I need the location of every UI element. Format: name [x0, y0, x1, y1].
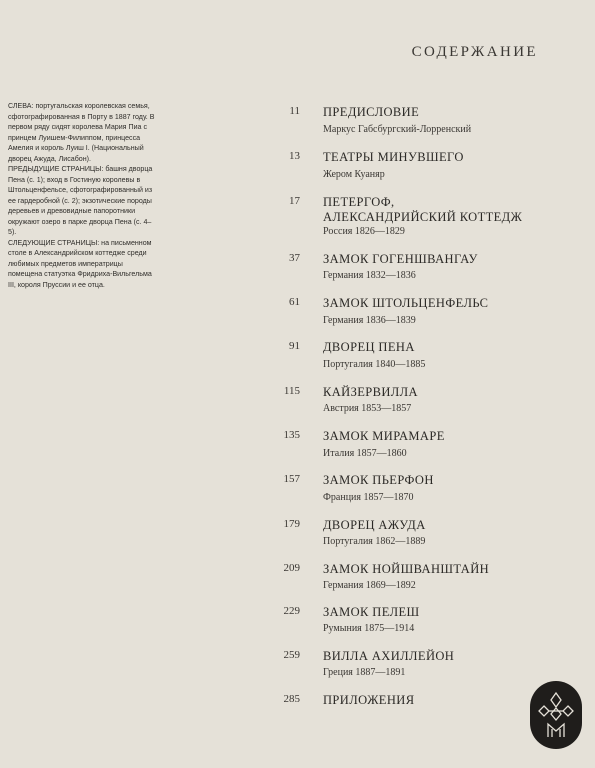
toc-title: ЗАМОК ПЕЛЕШ [323, 605, 420, 619]
toc-title: КАЙЗЕРВИЛЛА [323, 385, 418, 399]
toc-page-number: 179 [283, 518, 300, 530]
toc-subtitle: Германия 1869—1892 [323, 580, 416, 591]
toc-subtitle: Румыния 1875—1914 [323, 623, 415, 634]
toc-title: ПРИЛОЖЕНИЯ [323, 693, 415, 707]
toc-page-number: 285 [283, 693, 300, 705]
toc-subtitle: Франция 1857—1870 [323, 492, 414, 503]
page-title: СОДЕРЖАНИЕ [411, 44, 538, 60]
toc-title: ЗАМОК ГОГЕНШВАНГАУ [323, 252, 478, 266]
toc-page-number: 229 [283, 605, 300, 617]
toc-title: ЗАМОК ПЬЕРФОН [323, 473, 434, 487]
toc-subtitle: Португалия 1840—1885 [323, 359, 426, 370]
toc-title: ДВОРЕЦ ПЕНА [323, 340, 415, 354]
toc-page-number: 115 [283, 385, 300, 397]
toc-page-number: 17 [289, 195, 300, 207]
toc-page-number: 37 [289, 252, 300, 264]
ornament-monogram-icon [530, 681, 582, 749]
toc-title: ЗАМОК НОЙШВАНШТАЙН [323, 562, 490, 576]
toc-title: ДВОРЕЦ АЖУДА [323, 518, 426, 532]
toc-page-number: 135 [283, 429, 300, 441]
toc-page-number: 91 [289, 340, 300, 352]
toc-title: ЗАМОК ШТОЛЬЦЕНФЕЛЬС [323, 296, 489, 310]
toc-subtitle: Германия 1832—1836 [323, 270, 416, 281]
toc-subtitle: Португалия 1862—1889 [323, 536, 426, 547]
toc-subtitle: Греция 1887—1891 [323, 667, 406, 678]
toc-page-number: 61 [289, 296, 300, 308]
toc-subtitle: Жером Куаняр [323, 169, 385, 180]
toc-title: ВИЛЛА АХИЛЛЕЙОН [323, 649, 455, 663]
caption-paragraph: ПРЕДЫДУЩИЕ СТРАНИЦЫ: башня дворца Пена (с. 1); вход в Гостиную королевы в Штольценфельсе, сфотографированный из ее гардеробной (с. 2); экзотические породы деревьев и древовидные папоротники окружают озеро в парке дворца Пена (с. 4–5). [8, 165, 153, 236]
caption-paragraph: СЛЕДУЮЩИЕ СТРАНИЦЫ: на письменном столе в Александрийском коттедже среди любимых предметов императрицы помещена статуэтка Фридриха-Вильгельма III, короля Пруссии и ее отца. [8, 238, 152, 289]
toc-title: ТЕАТРЫ МИНУВШЕГО [323, 150, 464, 164]
toc-page-number: 13 [289, 150, 300, 162]
toc-page-number: 157 [283, 473, 300, 485]
toc-page-number: 259 [283, 649, 300, 661]
toc-subtitle: Италия 1857—1860 [323, 448, 407, 459]
toc-subtitle: Австрия 1853—1857 [323, 403, 412, 414]
toc-page-number: 209 [283, 562, 300, 574]
publisher-logo [530, 681, 582, 749]
caption-paragraph: СЛЕВА: португальская королевская семья, сфотографированная в Порту в 1887 году. В первом ряду сидят королева Мария Пиа с принцем Луишем-Филиппом, принцесса Амелия и король Луиш I. (Национальный дворец Ажуда, Лисабон). [8, 102, 155, 163]
toc-subtitle: Германия 1836—1839 [323, 315, 416, 326]
toc-subtitle: Россия 1826—1829 [323, 226, 405, 237]
toc-title: ПРЕДИСЛОВИЕ [323, 105, 420, 119]
toc-title: ЗАМОК МИРАМАРЕ [323, 429, 445, 443]
toc-title: ПЕТЕРГОФ, АЛЕКСАНДРИЙСКИЙ КОТТЕДЖ [323, 195, 523, 224]
toc-subtitle: Маркус Габсбургский-Лорренский [323, 124, 472, 135]
toc-page-number: 11 [289, 105, 300, 117]
